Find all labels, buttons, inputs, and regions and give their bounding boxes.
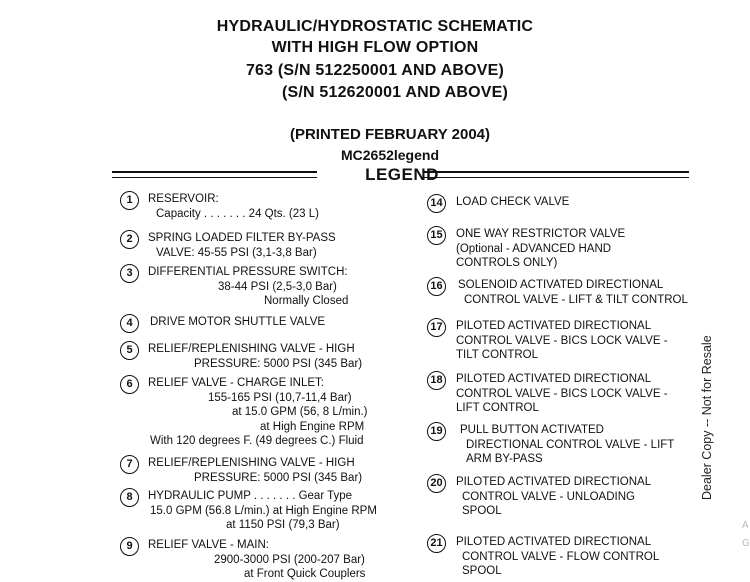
legend-number-8: 8 (120, 488, 139, 507)
legend-text-15-line-2: (Optional - ADVANCED HAND (456, 242, 612, 255)
legend-text-2-line-2: VALVE: 45-55 PSI (3,1-3,8 Bar) (156, 246, 317, 259)
legend-number-15: 15 (427, 226, 446, 245)
legend-text-1-line-2: Capacity . . . . . . . 24 Qts. (23 L) (156, 207, 319, 220)
legend-number-4: 4 (120, 314, 139, 333)
legend-rule-right-top (424, 171, 689, 173)
legend-text-17-line-1: PILOTED ACTIVATED DIRECTIONAL (456, 320, 652, 332)
legend-text-2-line-1: SPRING LOADED FILTER BY-PASS (148, 232, 336, 244)
legend-number-9: 9 (120, 537, 139, 556)
legend-number-2: 2 (120, 230, 139, 249)
legend-rule-right-bottom (424, 177, 689, 178)
legend-text-17-line-2: CONTROL VALVE - BICS LOCK VALVE - (456, 334, 668, 347)
doc-title-line-4: (S/N 512620001 AND ABOVE) (281, 84, 509, 101)
legend-text-20-line-2: CONTROL VALVE - UNLOADING (462, 490, 635, 503)
legend-text-18-line-1: PILOTED ACTIVATED DIRECTIONAL (456, 373, 652, 385)
legend-text-14-line-1: LOAD CHECK VALVE (456, 196, 570, 208)
legend-number-18: 18 (427, 371, 446, 390)
doc-title-line-1: HYDRAULIC/HYDROSTATIC SCHEMATIC (216, 18, 534, 35)
legend-text-16-line-2: CONTROL VALVE - LIFT & TILT CONTROL (464, 293, 688, 306)
legend-number-20: 20 (427, 474, 446, 493)
printed-date: (PRINTED FEBRUARY 2004) (289, 126, 491, 143)
legend-number-16: 16 (427, 277, 446, 296)
edge-char-a: A (742, 520, 749, 531)
legend-number-19: 19 (427, 422, 446, 441)
legend-text-17-line-3: TILT CONTROL (456, 349, 538, 361)
legend-text-3-line-2: 38-44 PSI (2,5-3,0 Bar) (218, 280, 337, 293)
legend-number-7: 7 (120, 455, 139, 474)
watermark: Dealer Copy -- Not for Resale (700, 335, 714, 500)
legend-text-3-line-3: Normally Closed (264, 295, 349, 307)
legend-text-6-line-2: 155-165 PSI (10,7-11,4 Bar) (208, 391, 352, 404)
legend-text-8-line-3: at 1150 PSI (79,3 Bar) (226, 519, 340, 531)
legend-text-15-line-1: ONE WAY RESTRICTOR VALVE (456, 228, 626, 240)
legend-text-18-line-3: LIFT CONTROL (456, 402, 539, 414)
legend-text-9-line-1: RELIEF VALVE - MAIN: (148, 539, 269, 551)
legend-text-3-line-1: DIFFERENTIAL PRESSURE SWITCH: (148, 266, 348, 278)
legend-number-21: 21 (427, 534, 446, 553)
legend-number-1: 1 (120, 191, 139, 210)
legend-text-8-line-1: HYDRAULIC PUMP . . . . . . . Gear Type (148, 490, 353, 502)
legend-text-16-line-1: SOLENOID ACTIVATED DIRECTIONAL (458, 279, 664, 291)
legend-text-6-line-5: With 120 degrees F. (49 degrees C.) Fluid (150, 435, 364, 447)
legend-rule-left-top (112, 171, 317, 173)
legend-text-1-line-1: RESERVOIR: (148, 193, 219, 205)
legend-text-5-line-1: RELIEF/REPLENISHING VALVE - HIGH (148, 343, 355, 355)
legend-text-18-line-2: CONTROL VALVE - BICS LOCK VALVE - (456, 387, 668, 400)
legend-text-4-line-1: DRIVE MOTOR SHUTTLE VALVE (150, 316, 326, 328)
legend-text-6-line-3: at 15.0 GPM (56, 8 L/min.) (232, 406, 368, 418)
legend-number-14: 14 (427, 194, 446, 213)
legend-number-6: 6 (120, 375, 139, 394)
legend-text-15-line-3: CONTROLS ONLY) (456, 257, 558, 269)
legend-text-7-line-2: PRESSURE: 5000 PSI (345 Bar) (194, 471, 363, 484)
legend-number-17: 17 (427, 318, 446, 337)
legend-header (112, 166, 689, 186)
legend-title: LEGEND (365, 165, 439, 184)
legend-text-19-line-1: PULL BUTTON ACTIVATED (460, 424, 604, 436)
edge-char-g: G (742, 538, 750, 549)
legend-text-21-line-1: PILOTED ACTIVATED DIRECTIONAL (456, 536, 652, 548)
legend-text-19-line-3: ARM BY-PASS (466, 453, 543, 465)
legend-text-6-line-1: RELIEF VALVE - CHARGE INLET: (148, 377, 324, 389)
legend-text-20-line-1: PILOTED ACTIVATED DIRECTIONAL (456, 476, 652, 488)
legend-number-5: 5 (120, 341, 139, 360)
legend-text-5-line-2: PRESSURE: 5000 PSI (345 Bar) (194, 357, 363, 370)
legend-text-9-line-2: 2900-3000 PSI (200-207 Bar) (214, 553, 365, 566)
legend-text-21-line-3: SPOOL (462, 565, 502, 577)
legend-text-8-line-2: 15.0 GPM (56.8 L/min.) at High Engine RPM (150, 504, 377, 517)
doc-title-line-2: WITH HIGH FLOW OPTION (271, 39, 479, 56)
legend-text-7-line-1: RELIEF/REPLENISHING VALVE - HIGH (148, 457, 355, 469)
legend-rule-left-bottom (112, 177, 317, 178)
doc-title-line-3: 763 (S/N 512250001 AND ABOVE) (245, 62, 505, 79)
legend-text-6-line-4: at High Engine RPM (260, 420, 365, 433)
legend-text-19-line-2: DIRECTIONAL CONTROL VALVE - LIFT (466, 438, 675, 451)
legend-text-20-line-3: SPOOL (462, 505, 502, 517)
doc-code: MC2652legend (340, 147, 440, 163)
legend-text-21-line-2: CONTROL VALVE - FLOW CONTROL (462, 550, 660, 563)
legend-number-3: 3 (120, 264, 139, 283)
legend-text-9-line-3: at Front Quick Couplers (244, 568, 366, 580)
